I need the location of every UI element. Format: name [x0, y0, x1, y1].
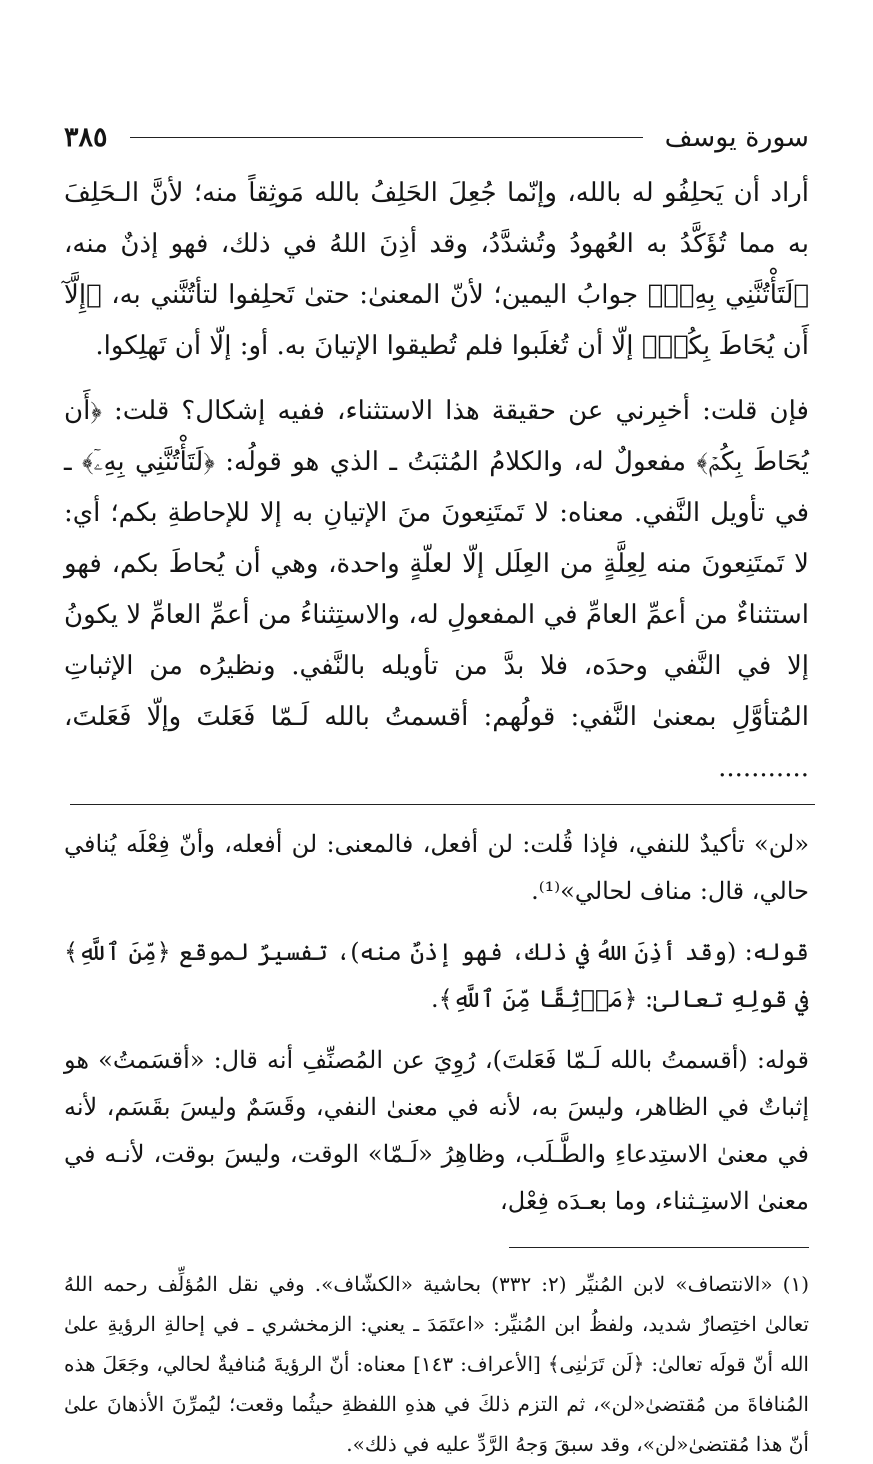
commentary-paragraph: قوله: (أقسمتُ بالله لَـمّا فَعَلتَ)، رُوِيَ عن المُصنِّفِ أنه قال: «أقسَمتُ» هو إثباتٌ في الظاهر، وليسَ به، لأنه في معنىٰ النفي، وقَسَمٌ وليسَ بقَسَم، لأنه في معنىٰ الاستِدعاءِ والطَّـلَب، وظاهِرُ «لَـمّا» الوقت، وليسَ بوقت، لأنـه في معنىٰ الاستِـثناء، وما بعـدَه فِعْل،	[64, 1046, 809, 1215]
main-text	[64, 168, 809, 794]
main-separator	[70, 804, 815, 805]
surah-title: سورة يوسف	[664, 121, 809, 153]
main-paragraph: فإن قلت: أخبِرني عن حقيقة هذا الاستثناء، ففيه إشكال؟ قلت: ﴿أَن يُحَاطَ بِكُمۡ﴾ مفعولٌ له، والكلامُ المُثبَتُ ـ الذي هو قولُه: ﴿لَتَأْتُنَّنِي بِهِۦٓ﴾ ـ في تأويل النَّفي. معناه: لا تَمتَنِعونَ منَ الإتيانِ به إلا للإحاطةِ بكم؛ أي: لا تَمتَنِعونَ منه لِعِلَّةٍ من العِلَل إلّا لعلّةٍ واحدة، وهي أن يُحاطَ بكم، فهو استثناءٌ من أعمِّ العامِّ في المفعولِ له، والاستِثناءُ من أعمِّ العامِّ لا يكونُ إلا في النَّفي وحدَه، فلا بدَّ من تأويله بالنَّفي. ونظيرُه من الإثباتِ المُتأوَّلِ بمعنىٰ النَّفي: قولُهم: أقسمتُ بالله لَـمّا فَعَلتَ وإلّا فَعَلتَ، ...........	[64, 396, 809, 783]
commentary-paragraph: قوله: (وقد أذِنَ اللهُ في ذلك، فهو إذنٌ منه)، تفسيرٌ لموقع ﴿مِّنَ ٱللَّهِ﴾ في قولِهِ تعالىٰ: ﴿مَوۡثِقًا مِّنَ ٱللَّهِ﴾.	[64, 938, 809, 1013]
commentary-text	[64, 821, 809, 1225]
header-rule	[130, 137, 643, 138]
main-paragraph: أراد أن يَحلِفُو له بالله، وإنّما جُعِلَ الحَلِفُ بالله مَوثِقاً منه؛ لأنَّ الـحَلِفَ به مما تُؤَكَّدُ به العُهودُ وتُشدَّدُ، وقد أذِنَ اللهُ في ذلك، فهو إذنٌ منه، ﴿لَتَأْتُنَّنِي بِهِۦٓ﴾ جوابُ اليمين؛ لأنّ المعنىٰ: حتىٰ تَحلِفوا لتأتُنَّني به، ﴿إِلَّآ أَن يُحَاطَ بِكُمۡ﴾ إلّا أن تُغلَبوا فلم تُطيقوا الإتيانَ به. أو: إلّا أن تَهلِكوا.	[64, 178, 809, 361]
footnote: (١) «الانتصاف» لابن المُنيِّر (٢: ٣٣٢) بحاشية «الكشّاف». وفي نقل المُؤلِّف رحمه اللهُ تعالىٰ اختِصارٌ شديد، ولفظُ ابن المُنيِّر: «اعتَمَدَ ـ يعني: الزمخشري ـ في إحالةِ الرؤيةِ علىٰ الله أنّ قولَه تعالىٰ: ﴿لَن تَرَىٰنِى﴾ [الأعراف: ١٤٣] معناه: أنّ الرؤيةَ مُنافيةٌ لحالي، وجَعَلَ هذه المُنافاةَ من مُقتضىٰ«لن»، ثم التزم ذلكَ في هذهِ اللفظةِ حيثُما وقعت؛ ليُمرِّنَ الأذهانَ علىٰ أنّ هذا مُقتضىٰ«لن»، وقد سبقَ وَجهُ الرَّدِّ عليه في ذلك».	[64, 1272, 809, 1456]
page-number: ٣٨٥	[64, 121, 108, 153]
footnote-separator	[509, 1247, 809, 1248]
commentary-paragraph: «لن» تأكيدٌ للنفي، فإذا قُلت: لن أفعل، فالمعنى: لن أفعله، وأنّ فِعْلَه يُنافي حالي، قال: مناف لحالي»⁽¹⁾.	[64, 830, 809, 905]
footnotes	[64, 1264, 809, 1464]
page-header	[64, 112, 809, 162]
